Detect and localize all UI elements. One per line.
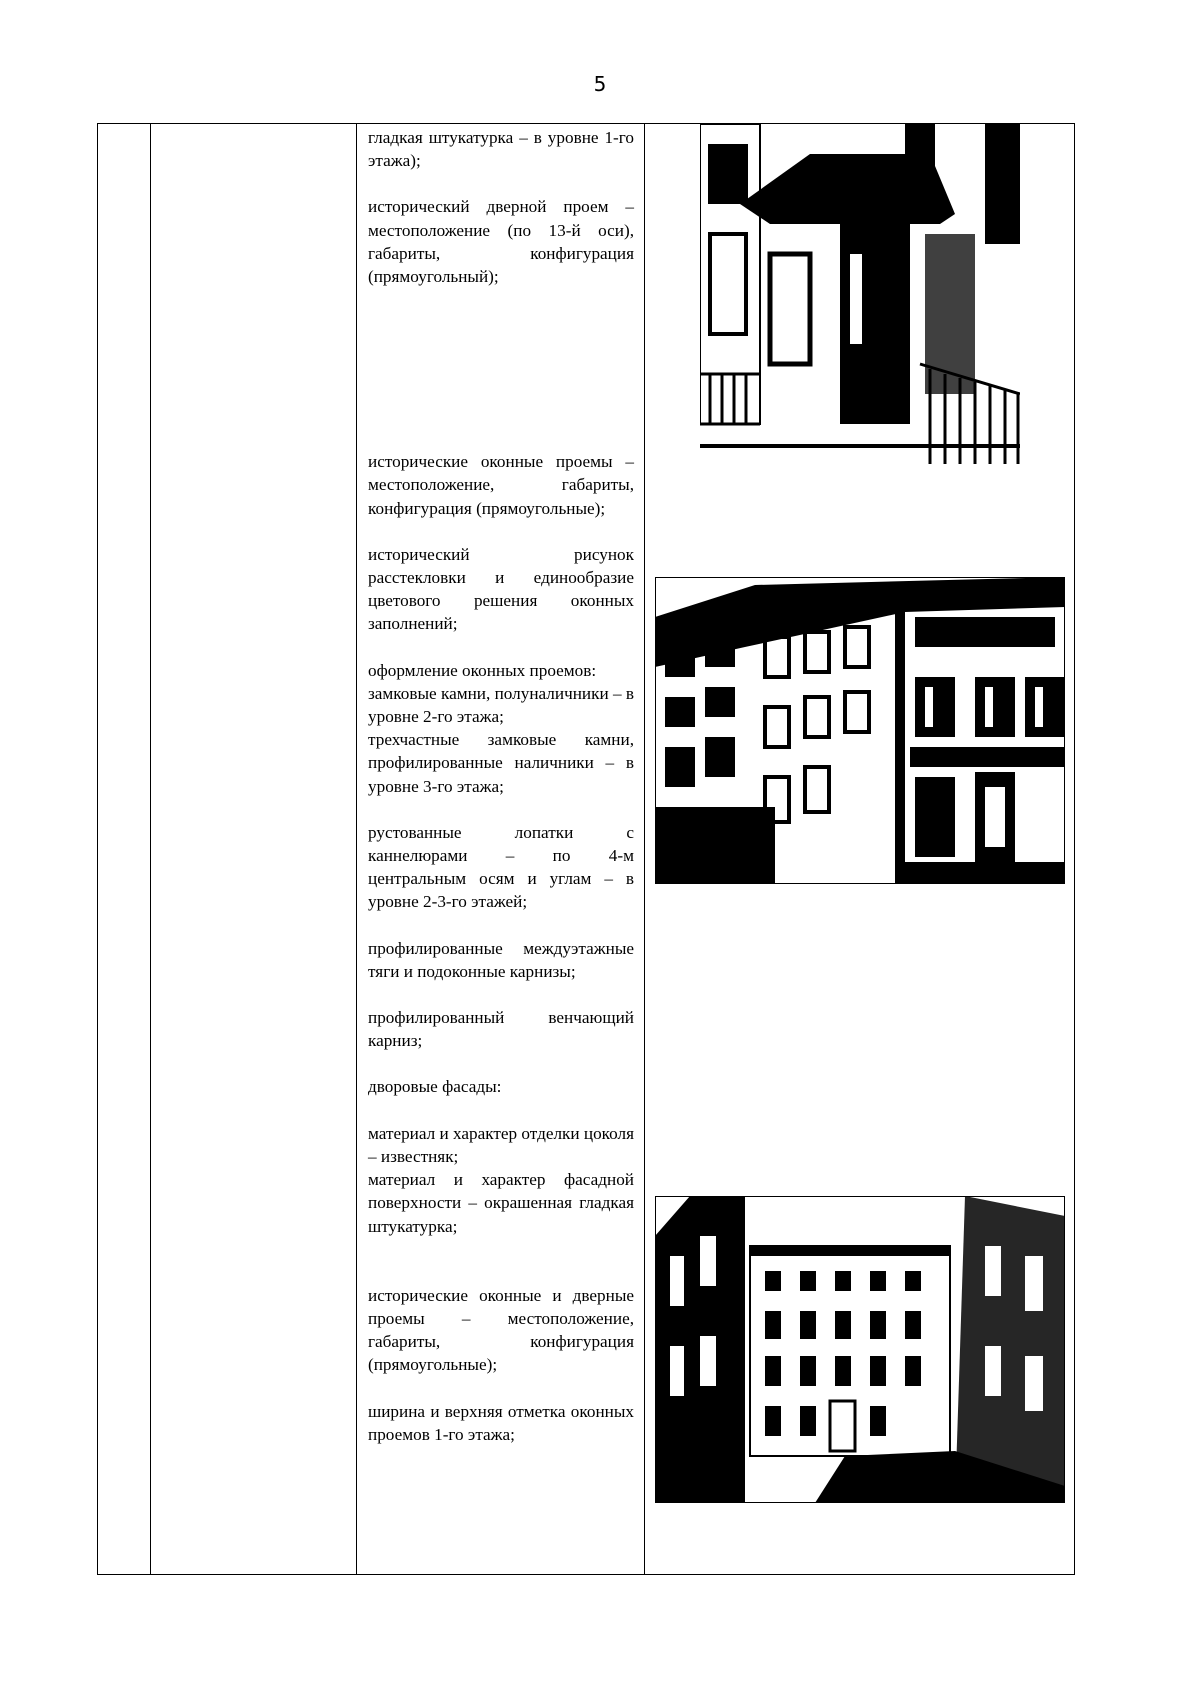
paragraph: рустованные лопатки с каннелюрами – по 4-м центральным осям и углам – в уровне 2-3-го этажей;	[368, 822, 634, 912]
paragraph: материал и характер отделки цоколя – известняк; материал и характер фасадной поверхности – окрашенная гладкая штукатурка;	[368, 1123, 634, 1236]
paragraph: исторические оконные и дверные проемы – местоположение, габариты, конфигурация (прямоугольные);	[368, 1285, 634, 1375]
paragraph: профилированный венчающий карниз;	[368, 1008, 634, 1051]
paragraph: исторический дверной проем – местоположение (по 13-й оси), габариты, конфигурация (прямоугольный);	[368, 197, 634, 287]
courtyard-facade-photo	[655, 1196, 1065, 1503]
paragraph: ширина и верхняя отметка оконных проемов 1-го этажа;	[368, 1401, 634, 1444]
protected-elements-text	[368, 126, 634, 1446]
column-divider-1	[150, 123, 151, 1575]
paragraph: гладкая штукатурка – в уровне 1-го этажа);	[368, 128, 634, 171]
page-number: 5	[593, 72, 607, 96]
paragraph: исторический рисунок расстекловки и единообразие цветового решения оконных заполнений;	[368, 544, 634, 634]
paragraph: профилированные междуэтажные тяги и подоконные карнизы;	[368, 938, 634, 981]
paragraph: исторические оконные проемы – местоположение, габариты, конфигурация (прямоугольные);	[368, 452, 634, 518]
doorway-canopy-photo	[700, 124, 1020, 484]
paragraph: оформление оконных проемов: замковые камни, полуналичники – в уровне 2-го этажа; трехчастные замковые камни, профилированные наличники – в уровне 3-го этажа;	[368, 660, 634, 796]
paragraph: дворовые фасады:	[368, 1077, 502, 1097]
column-divider-2	[356, 123, 357, 1575]
street-facade-photo	[655, 577, 1065, 884]
column-divider-3	[644, 123, 645, 1575]
